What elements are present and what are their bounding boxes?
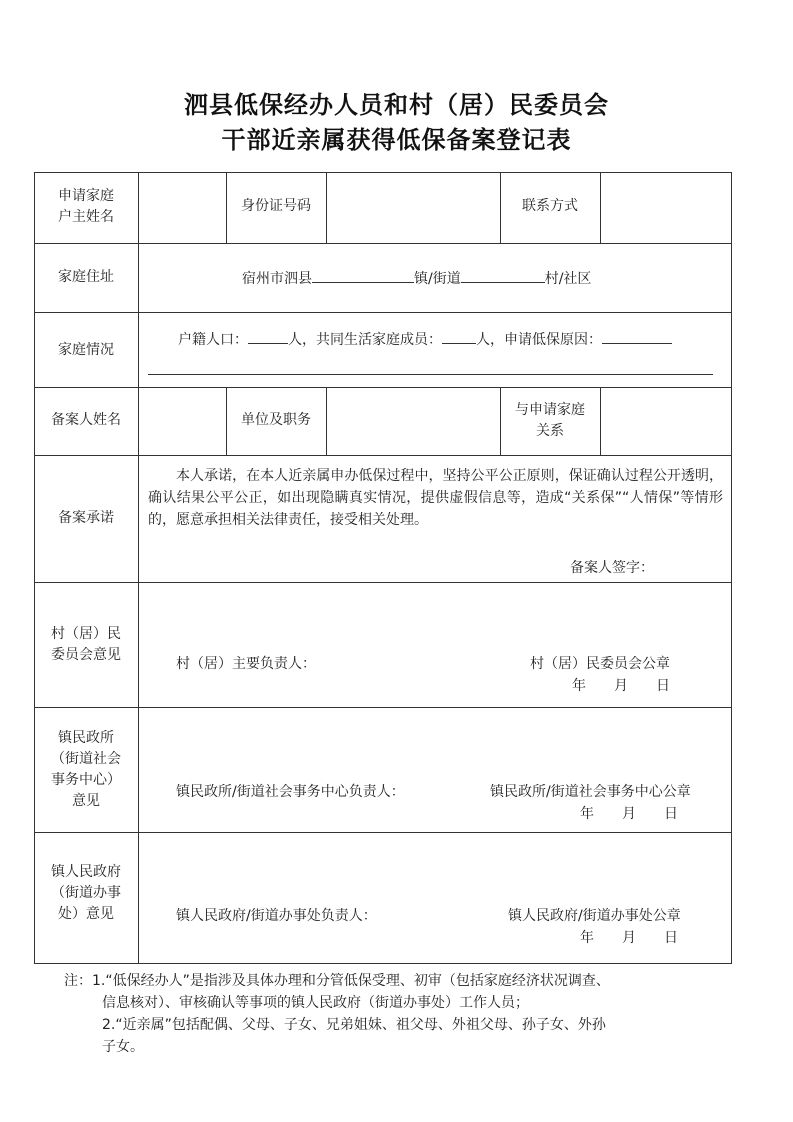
town-government-seal-label: 镇人民政府/街道办事处公章 xyxy=(508,908,681,924)
filer-name-label: 备案人姓名 xyxy=(51,412,121,428)
civil-affairs-leader-label: 镇民政所/街道社会事务中心负责人： xyxy=(176,784,405,800)
page-title-line1: 泗县低保经办人员和村（居）民委员会 xyxy=(184,90,609,119)
town-blank[interactable] xyxy=(312,267,414,283)
pledge-text: 本人承诺，在本人近亲属申办低保过程中，坚持公平公正原则，保证确认过程公开透明，确认结果公平公正，如出现隐瞒真实情况，提供虚假信息等，造成“关系保”“人情保”等情形的，愿意承担相关法律责任，接受相关处理。 xyxy=(148,468,723,528)
page-title-line2: 干部近亲属获得低保备案登记表 xyxy=(221,125,572,154)
id-number-label: 身份证号码 xyxy=(241,198,311,214)
reason-text: 人，申请低保原因： xyxy=(476,332,602,348)
reason-blank[interactable] xyxy=(602,328,672,344)
town-government-date: 年 月 日 xyxy=(580,930,678,946)
civil-affairs-date: 年 月 日 xyxy=(580,806,678,822)
members-text: 人，共同生活家庭成员： xyxy=(288,332,442,348)
column-divider xyxy=(600,172,601,243)
address-label: 家庭住址 xyxy=(58,269,114,285)
applicant-name-label: 申请家庭 户主姓名 xyxy=(58,188,114,225)
footnotes xyxy=(64,970,724,1058)
note-line: 2.“近亲属”包括配偶、父母、子女、兄弟姐妹、祖父母、外祖父母、孙子女、外孙 xyxy=(102,1017,606,1033)
household-text: 户籍人口： xyxy=(178,332,248,348)
city-county-text: 宿州市泗县 xyxy=(242,271,312,287)
town-government-label: 镇人民政府 （街道办事 处）意见 xyxy=(51,864,121,922)
relation-label: 与申请家庭 关系 xyxy=(515,402,585,439)
family-situation-label: 家庭情况 xyxy=(58,342,114,358)
note-line: 信息核对）、审核确认等事项的镇人民政府（街道办事处）工作人员； xyxy=(102,995,529,1011)
column-divider xyxy=(600,387,601,455)
column-divider xyxy=(326,387,327,455)
contact-label: 联系方式 xyxy=(522,198,578,214)
village-text: 村/社区 xyxy=(544,271,592,287)
pledge-label: 备案承诺 xyxy=(58,510,114,526)
reason-blank-line2[interactable] xyxy=(148,374,713,375)
village-date: 年 月 日 xyxy=(572,678,670,694)
town-text: 镇/街道 xyxy=(414,271,461,287)
village-committee-label: 村（居）民 委员会意见 xyxy=(51,626,121,663)
family-situation-line xyxy=(178,328,672,351)
column-divider xyxy=(326,172,327,243)
filer-signature-label: 备案人签字： xyxy=(570,560,654,576)
village-blank[interactable] xyxy=(461,267,545,283)
note-line: 注：1.“低保经办人”是指涉及具体办理和分管低保受理、初审（包括家庭经济状况调查、 xyxy=(64,973,610,989)
note-line: 子女。 xyxy=(102,1039,144,1055)
village-leader-label: 村（居）主要负责人： xyxy=(176,656,316,672)
members-blank[interactable] xyxy=(442,328,476,344)
unit-position-label: 单位及职务 xyxy=(241,412,311,428)
column-divider xyxy=(138,172,139,964)
civil-affairs-label: 镇民政所 （街道社会 事务中心） 意见 xyxy=(51,730,121,809)
household-blank[interactable] xyxy=(248,328,288,344)
address-line xyxy=(242,267,591,290)
civil-affairs-seal-label: 镇民政所/街道社会事务中心公章 xyxy=(490,784,691,800)
village-seal-label: 村（居）民委员会公章 xyxy=(530,656,670,672)
town-government-leader-label: 镇人民政府/街道办事处负责人： xyxy=(176,908,377,924)
